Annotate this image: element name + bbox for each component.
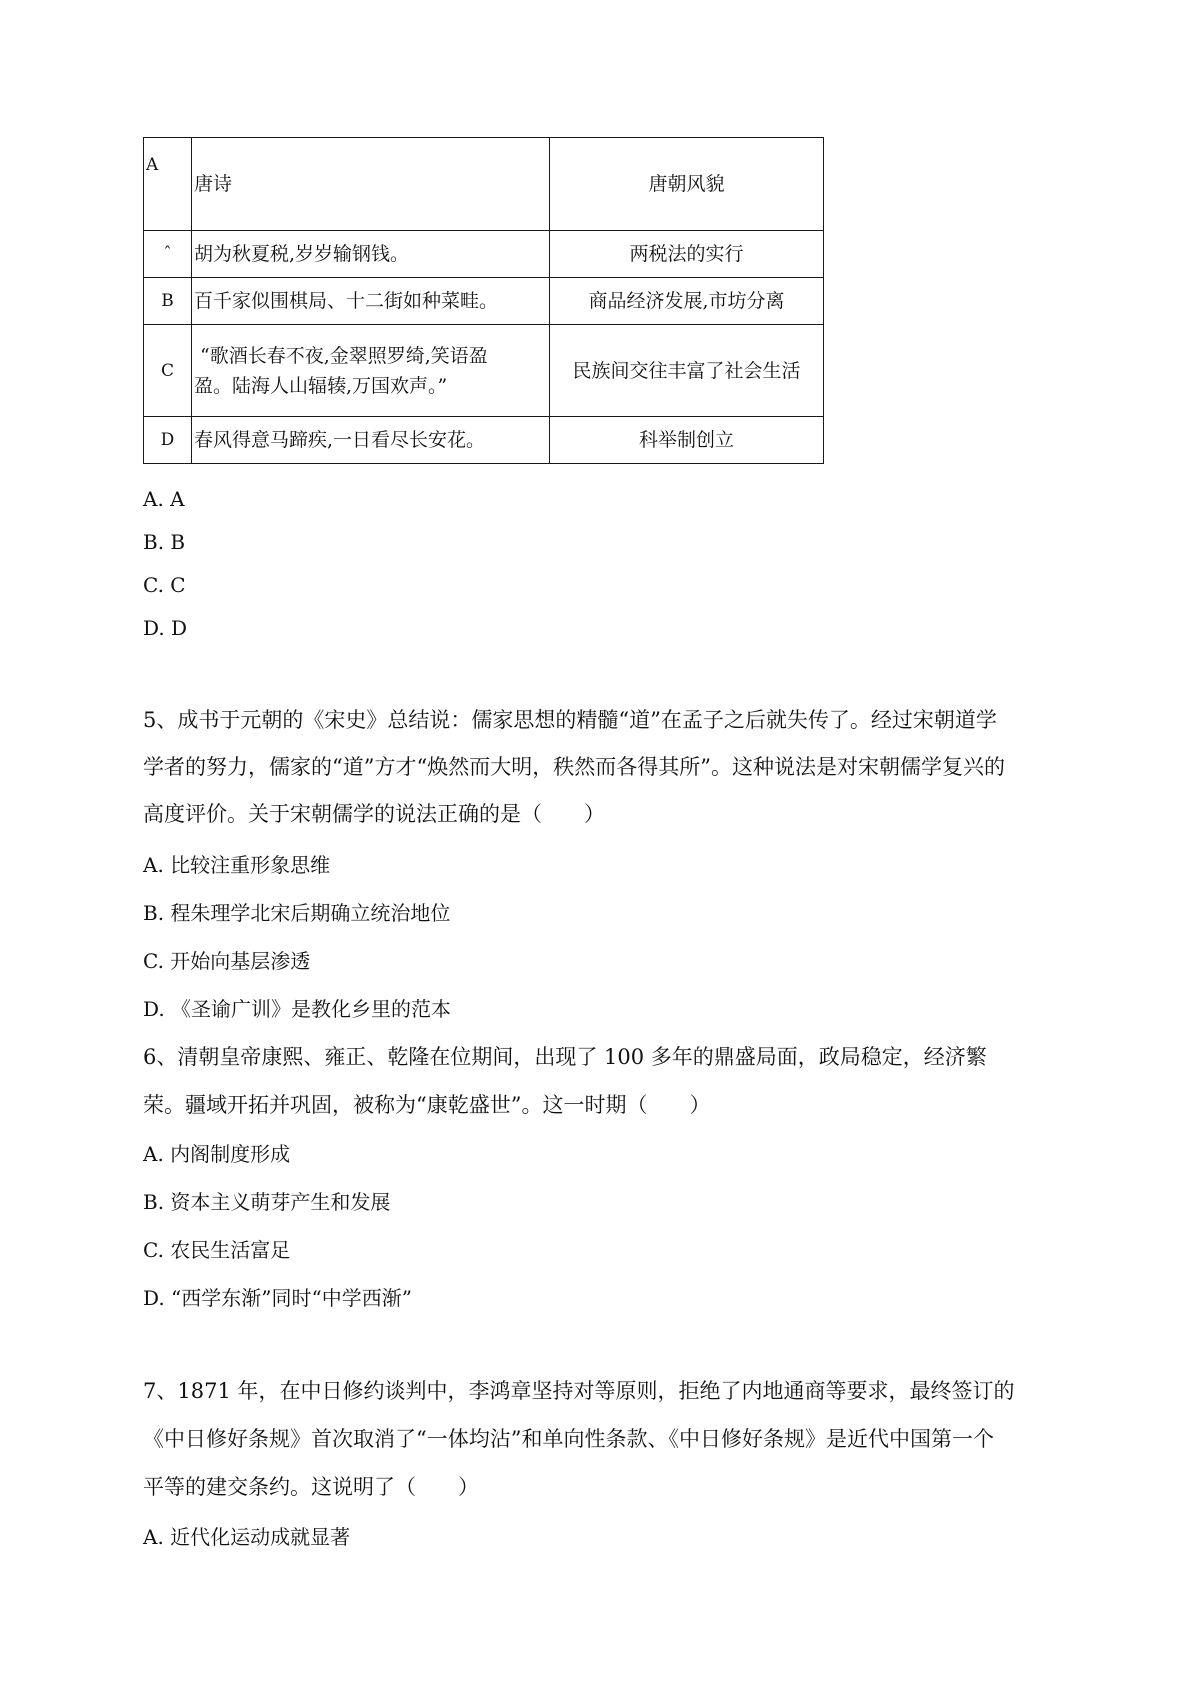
q7-stem-line: 7、1871 年，在中日修约谈判中，李鸿章坚持对等原则，拒绝了内地通商等要求，最终签订的 [143, 1379, 1015, 1403]
table-header-row [144, 138, 824, 231]
q7-stem-line: 《中日修好条规》首次取消了“一体均沾”和单向性条款、《中日修好条规》是近代中国第一个 [143, 1427, 994, 1451]
row-key: B [144, 278, 192, 325]
q7-stem-line: 平等的建交条约。这说明了（ ） [143, 1475, 479, 1499]
row-poem: 春风得意马蹄疾,一日看尽长安花。 [192, 417, 550, 464]
q4-option-c: C. C [143, 573, 186, 597]
q5-stem-line: 5、成书于元朝的《宋史》总结说：儒家思想的精髓“道”在孟子之后就失传了。经过宋朝道学 [143, 708, 997, 732]
q6-option-d: D. “西学东渐”同时“中学西渐” [143, 1286, 412, 1310]
q4-option-d: D. D [143, 616, 188, 640]
row-poem [192, 325, 550, 417]
q6-stem-line: 6、清朝皇帝康熙、雍正、乾隆在位期间，出现了 100 多年的鼎盛局面，政局稳定，经济繁 [143, 1045, 987, 1069]
q6-option-a: A. 内阁制度形成 [143, 1142, 291, 1166]
table-row [144, 231, 824, 278]
table-header-poem: 唐诗 [192, 138, 550, 231]
table-row [144, 278, 824, 325]
row-poem: 胡为秋夏税,岁岁输钢钱。 [192, 231, 550, 278]
row-meaning: 商品经济发展,市坊分离 [550, 278, 824, 325]
row-meaning: 科举制创立 [550, 417, 824, 464]
table-row [144, 417, 824, 464]
q5-stem-line: 学者的努力，儒家的“道”方才“焕然而大明，秩然而各得其所”。这种说法是对宋朝儒学复兴的 [143, 755, 1005, 779]
q6-option-c: C. 农民生活富足 [143, 1238, 291, 1262]
q4-option-a: A. A [143, 487, 185, 511]
row-key: C [144, 325, 192, 417]
row-meaning: 两税法的实行 [550, 231, 824, 278]
row-meaning: 民族间交往丰富了社会生活 [550, 325, 824, 417]
row-key: ˆ [144, 231, 192, 278]
q5-option-c: C. 开始向基层渗透 [143, 949, 311, 973]
q4-option-b: B. B [143, 530, 186, 554]
q5-option-d: D. 《圣谕广训》是教化乡里的范本 [143, 997, 452, 1021]
q5-option-a: A. 比较注重形象思维 [143, 853, 331, 877]
row-poem: 百千家似围棋局、十二街如种菜畦。 [192, 278, 550, 325]
q5-stem-line: 高度评价。关于宋朝儒学的说法正确的是（ ） [143, 802, 605, 826]
row-poem-line: 盈。陆海人山辐辏,万国欢声。” [194, 374, 448, 397]
table-row [144, 325, 824, 417]
q7-option-a: A. 近代化运动成就显著 [143, 1525, 351, 1549]
table-header-meaning: 唐朝风貌 [550, 138, 824, 231]
q6-option-b: B. 资本主义萌芽产生和发展 [143, 1190, 391, 1214]
q6-stem-line: 荣。疆域开拓并巩固，被称为“康乾盛世”。这一时期（ ） [143, 1093, 711, 1117]
q5-option-b: B. 程朱理学北宋后期确立统治地位 [143, 901, 451, 925]
row-poem-line: “歌酒长春不夜,金翠照罗绮,笑语盈 [200, 344, 488, 367]
table-header-key: A [144, 138, 192, 231]
poem-comparison-table [143, 137, 824, 464]
row-key: D [144, 417, 192, 464]
